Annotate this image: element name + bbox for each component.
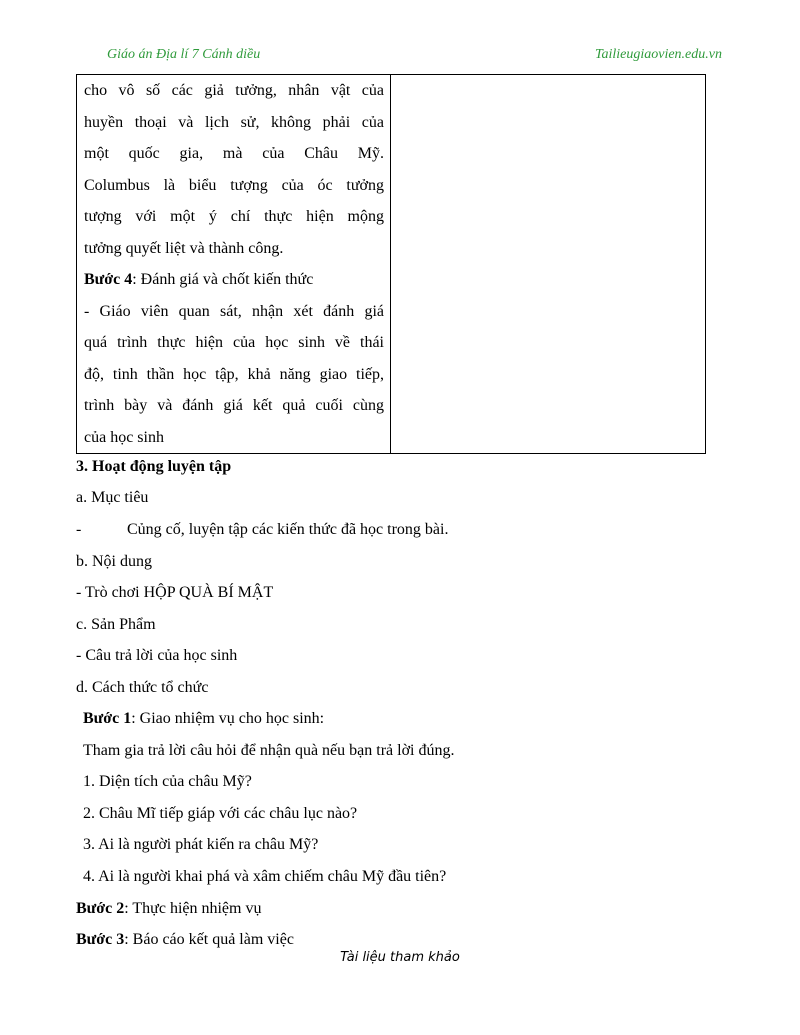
content-label: b. Nội dung <box>76 553 152 570</box>
content-text: - Trò chơi HỘP QUÀ BÍ MẬT <box>76 584 274 601</box>
step2-text: : Thực hiện nhiệm vụ <box>124 900 262 917</box>
section-heading: 3. Hoạt động luyện tập <box>76 458 232 475</box>
step2-label: Bước 2 <box>76 900 125 917</box>
objective-text: Củng cố, luyện tập các kiến thức đã học trong bài. <box>127 521 449 538</box>
step1-line <box>83 709 324 729</box>
step3-text: : Báo cáo kết quả làm việc <box>124 931 294 948</box>
question-item: 1. Diện tích của châu Mỹ? <box>83 773 252 790</box>
table-text-line: cho vô số các giả tưởng, nhân vật của <box>84 82 384 99</box>
product-label: c. Sản Phẩm <box>76 616 156 633</box>
lesson-table <box>76 74 706 454</box>
table-text-line: của học sinh <box>84 428 164 446</box>
step1-label: Bước 1 <box>83 710 132 727</box>
table-text-line: - Giáo viên quan sát, nhận xét đánh giá <box>84 302 384 320</box>
table-text-line: trình bày và đánh giá kết quả cuối cùng <box>84 397 384 414</box>
step4-text: : Đánh giá và chốt kiến thức <box>132 271 314 288</box>
table-right-cell <box>391 75 705 453</box>
step4-line <box>84 264 384 296</box>
step3-label: Bước 3 <box>76 931 125 948</box>
header-document-title: Giáo án Địa lí 7 Cánh diều <box>107 47 261 62</box>
question-item: 3. Ai là người phát kiến ra châu Mỹ? <box>83 836 319 853</box>
table-text-line: tưởng quyết liệt và thành công. <box>84 239 284 257</box>
header-website: Tailieugiaovien.edu.vn <box>594 47 722 62</box>
question-item: 2. Châu Mĩ tiếp giáp với các châu lục nào? <box>83 805 358 822</box>
table-text-line: Columbus là biểu tượng của óc tưởng <box>84 176 384 194</box>
step3-line <box>76 930 294 950</box>
table-text-line: một quốc gia, mà của Châu Mỹ. <box>84 145 384 162</box>
step1-text: : Giao nhiệm vụ cho học sinh: <box>131 710 325 727</box>
footer-text: Tài liệu tham khảo <box>340 950 460 965</box>
table-text-line: quá trình thực hiện của học sinh về thái <box>84 334 384 351</box>
step4-label: Bước 4 <box>84 271 133 288</box>
table-text-line: độ, tinh thần học tập, khả năng giao tiếp, <box>84 365 384 383</box>
table-text-line: tượng với một ý chí thực hiện mộng <box>84 208 384 225</box>
table-left-cell <box>77 75 391 453</box>
question-item: 4. Ai là người khai phá và xâm chiếm châu Mỹ đầu tiên? <box>83 868 447 885</box>
objective-bullet: - <box>76 521 82 538</box>
table-text-line: huyền thoại và lịch sử, không phải của <box>84 113 384 131</box>
intro-text: Tham gia trả lời câu hỏi để nhận quà nếu bạn trả lời đúng. <box>83 742 455 759</box>
product-text: - Câu trả lời của học sinh <box>76 647 238 664</box>
step2-line <box>76 899 261 919</box>
organization-label: d. Cách thức tổ chức <box>76 679 209 696</box>
objective-label: a. Mục tiêu <box>76 489 149 506</box>
